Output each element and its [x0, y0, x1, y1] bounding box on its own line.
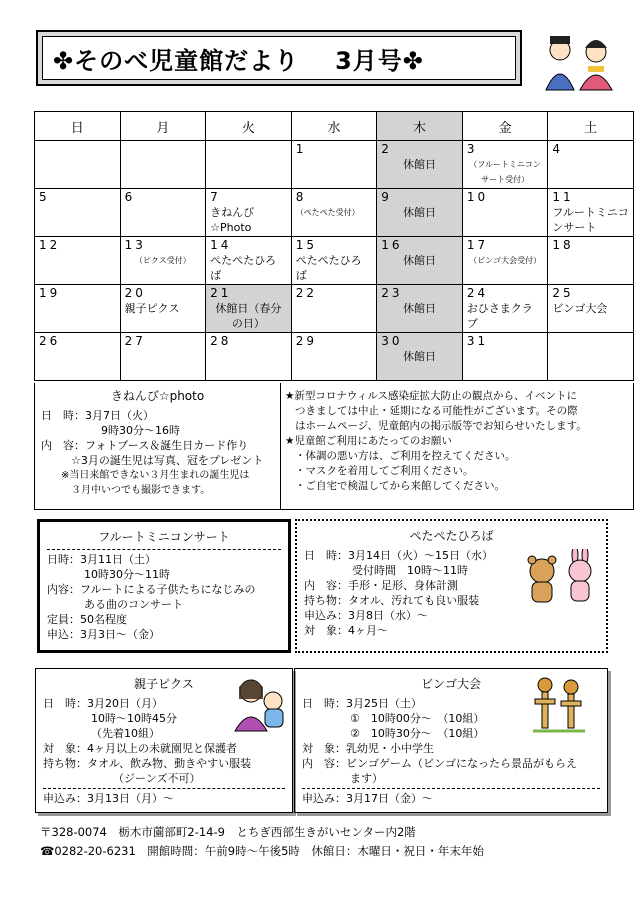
day-number: 9 [381, 190, 392, 204]
day-event: （ビンゴ大会受付） [469, 256, 542, 265]
flute-box: フルートミニコンサート 日時：3月11日（土） 10時30分～11時 内容：フルートによる子供たちになじみの ある曲のコンサート 定員：50名程度 申込：3月3日～（金） [37, 519, 291, 653]
calendar-day [377, 141, 463, 189]
day-number: 19 [39, 286, 61, 300]
day-event: 休館日 [403, 206, 437, 219]
day-number: 31 [466, 334, 489, 348]
hina-dolls-illustration [540, 22, 618, 96]
day-event: （ピクス受付） [134, 256, 191, 265]
day-number: 7 [210, 190, 221, 204]
calendar-day [120, 237, 206, 285]
weekday-header: 火 [206, 112, 292, 141]
calendar-day [548, 189, 634, 237]
weekday-header: 日 [35, 112, 121, 141]
info-row [34, 383, 634, 510]
bear-rabbit-illustration [522, 549, 602, 609]
day-number: 28 [210, 334, 232, 348]
calendar-day [206, 237, 292, 285]
weekday-header: 土 [548, 112, 634, 141]
notice-section: ★新型コロナウィルス感染症拡大防止の観点から、イベントに つきましては中止・延期になる可能性がございます。その際 はホームページ、児童館内の掲示版等でお知らせいたします。 ★児童館ご利用にあたってのお願い ・体調の悪い方は、ご利用を控えてください。 ・マスクを着用してご利用ください。 ・ご自宅で検温してから来館してください。 [285, 390, 587, 492]
calendar-day [291, 189, 377, 237]
calendar-day [462, 333, 548, 381]
day-event: 親子ピクス [124, 302, 180, 315]
calendar-day [206, 333, 292, 381]
day-event: おひさまクラブ [466, 302, 533, 330]
calendar-day [35, 333, 121, 381]
day-number: 27 [124, 334, 146, 348]
day-number: 20 [124, 286, 146, 300]
calendar-day [377, 285, 463, 333]
day-number: 1 [295, 142, 307, 156]
calendar-day [548, 141, 634, 189]
calendar-day [120, 285, 206, 333]
kendama-illustration [531, 675, 587, 735]
calendar-day [548, 237, 634, 285]
day-number: 22 [295, 286, 317, 300]
day-event: 休館日 [403, 158, 437, 171]
calendar-day [548, 285, 634, 333]
day-number: 12 [39, 238, 61, 252]
day-event: （フルートミニコンサート受付） [469, 160, 541, 184]
day-event: 休館日 [403, 302, 437, 315]
day-number: 30 [381, 334, 403, 348]
day-event: フルートミニコンサート [552, 206, 629, 234]
day-number: 25 [552, 286, 574, 300]
calendar-day [120, 141, 206, 189]
calendar-day [462, 285, 548, 333]
calendar-day [377, 189, 463, 237]
calendar-day [462, 237, 548, 285]
day-event: ビンゴ大会 [552, 302, 608, 315]
title-box [36, 30, 522, 86]
parent-baby-illustration [231, 673, 291, 733]
calendar-day [206, 285, 292, 333]
footer-tel: ☎0282-20-6231 開館時間：午前9時～午後5時 休館日：木曜日・祝日・年末年始 [40, 844, 484, 858]
day-number: 29 [295, 334, 317, 348]
calendar-day [462, 189, 548, 237]
day-number: 14 [210, 238, 232, 252]
page-title: ✤そのべ児童館だより 3月号✤ [42, 36, 516, 80]
calendar-day [462, 141, 548, 189]
weekday-header: 月 [120, 112, 206, 141]
calendar [34, 111, 634, 381]
day-number: 13 [124, 238, 146, 252]
calendar-day [291, 141, 377, 189]
calendar-day [35, 189, 121, 237]
day-event: ぺたぺたひろば [295, 254, 362, 282]
calendar-day [548, 333, 634, 381]
day-number: 11 [552, 190, 574, 204]
bingo-box: ビンゴ大会 日 時：3月25日（土） ① 10時00分～ （10組） ② 10時30分～ （10組） 対 象：乳幼児・小中学生 内 容：ビンゴゲーム（ビンゴになったら景品がもらえ ます） 申込み：3月17日（金）～ [294, 668, 608, 813]
day-event: ぺたぺたひろば [210, 254, 277, 282]
calendar-day [206, 141, 292, 189]
day-event: 休館日 [403, 350, 437, 363]
day-event: 休館日 [403, 254, 437, 267]
day-number: 3 [466, 142, 478, 156]
weekday-header: 木 [377, 112, 463, 141]
kinenbi-section: きねんび☆photo 日 時：3月7日（火） 9時30分～16時 内 容：フォトブース＆誕生日カード作り ☆3月の誕生児は写真、冠をプレゼント ※当日来館できない３月生まれの誕生児は ３月中いつでも撮影できます。 [35, 383, 281, 509]
day-number: 6 [124, 190, 136, 204]
day-number: 21 [210, 286, 232, 300]
footer-address: 〒328-0074 栃木市薗部町2-14-9 とちぎ西部生きがいセンター内2階 [40, 825, 416, 839]
day-number: 15 [295, 238, 317, 252]
calendar-day [206, 189, 292, 237]
weekday-header: 金 [462, 112, 548, 141]
day-event: （ぺたぺた受付） [295, 208, 360, 217]
day-number: 24 [466, 286, 489, 300]
day-number: 4 [552, 142, 564, 156]
calendar-day [377, 237, 463, 285]
day-number: 2 [381, 142, 392, 156]
day-number: 26 [39, 334, 61, 348]
day-number: 18 [552, 238, 574, 252]
calendar-day [35, 237, 121, 285]
day-event: きねんび☆Photo [210, 206, 255, 234]
peta-box: ぺたぺたひろば 日 時：3月14日（火）～15日（水） 受付時間 10時～11時 内 容：手形・足形、身体計測 持ち物：タオル、汚れても良い服装 申込み：3月8日（水）～ 対 象：4ヶ月～ [295, 519, 608, 653]
day-number: 10 [466, 190, 489, 204]
day-number: 8 [295, 190, 307, 204]
calendar-day [377, 333, 463, 381]
day-number: 5 [39, 190, 50, 204]
day-event: 休館日（春分の日） [215, 302, 282, 330]
calendar-day [291, 237, 377, 285]
calendar-day [35, 285, 121, 333]
calendar-day [120, 189, 206, 237]
day-number: 23 [381, 286, 403, 300]
weekday-header: 水 [291, 112, 377, 141]
day-number: 17 [466, 238, 489, 252]
pikusu-box: 親子ピクス 日 時：3月20日（月） 10時～10時45分 （先着10組） 対 象：4ヶ月以上の未就園児と保護者 持ち物：タオル、飲み物、動きやすい服装 （ジーンズ不可） 申込み：3月13日（月）～ [35, 668, 293, 813]
day-number: 16 [381, 238, 403, 252]
calendar-day [35, 141, 121, 189]
calendar-day [120, 333, 206, 381]
calendar-day [291, 333, 377, 381]
calendar-day [291, 285, 377, 333]
